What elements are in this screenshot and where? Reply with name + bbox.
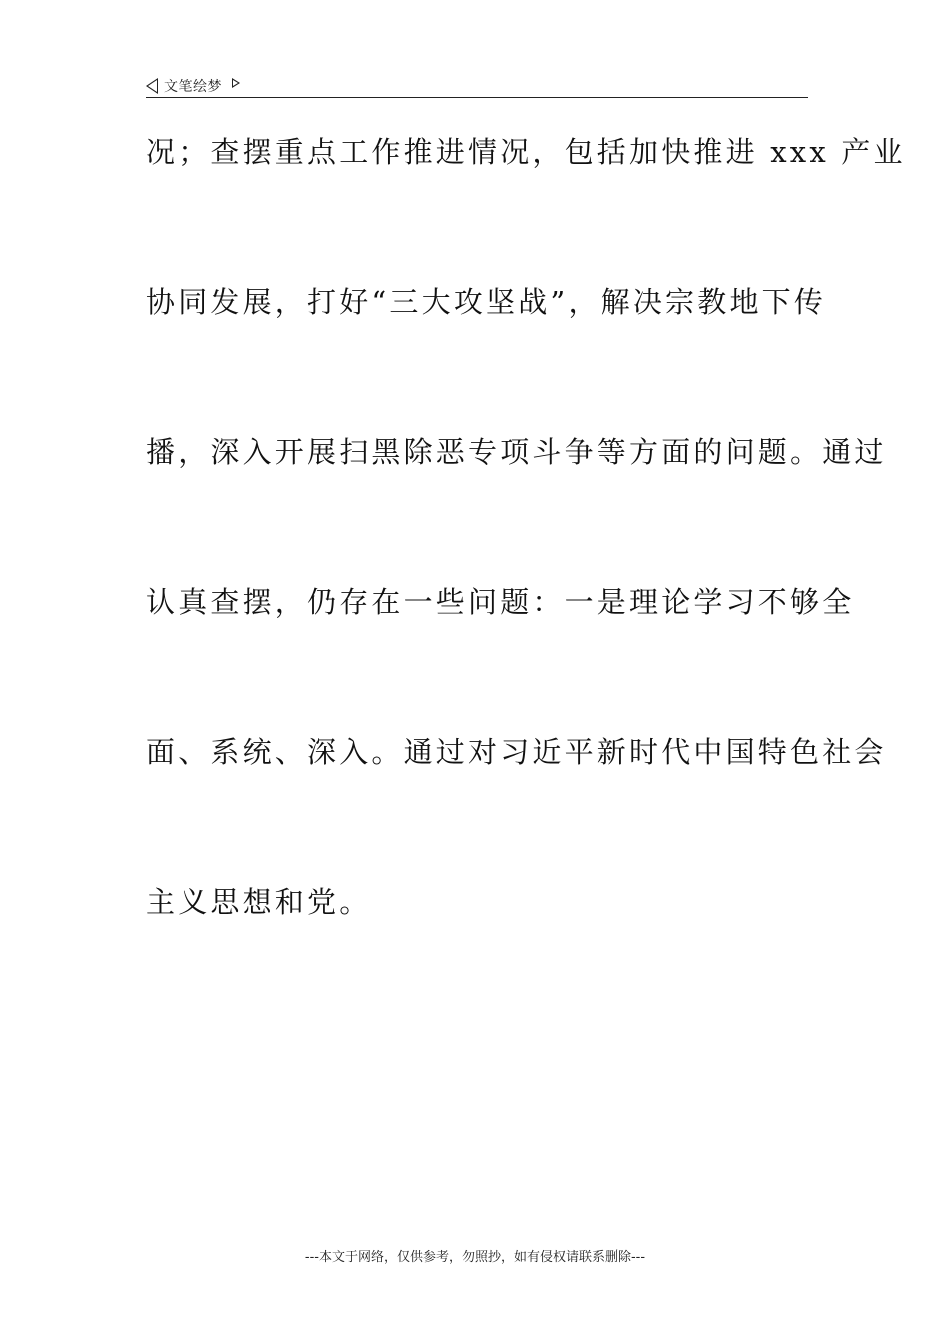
document-body [146,128,906,1028]
header-brand: 文笔绘梦 [164,79,222,95]
body-line: 认真查摆，仍存在一些问题：一是理论学习不够全 [146,585,855,619]
body-line: 面、系统、深入。通过对习近平新时代中国特色社会 [146,735,887,769]
body-line: 协同发展，打好“三大攻坚战”，解决宗教地下传 [146,285,827,319]
triangle-right-icon [232,78,240,88]
body-line: 播，深入开展扫黑除恶专项斗争等方面的问题。通过 [146,435,887,469]
triangle-left-icon [146,78,158,94]
body-line: 况；查摆重点工作推进情况，包括加快推进 xxx 产业 [146,135,906,169]
page-footer: ---本文于网络，仅供参考，勿照抄，如有侵权请联系删除--- [304,1250,646,1265]
header-divider [146,97,808,98]
page-header [146,74,808,98]
body-line: 主义思想和党。 [146,885,372,919]
